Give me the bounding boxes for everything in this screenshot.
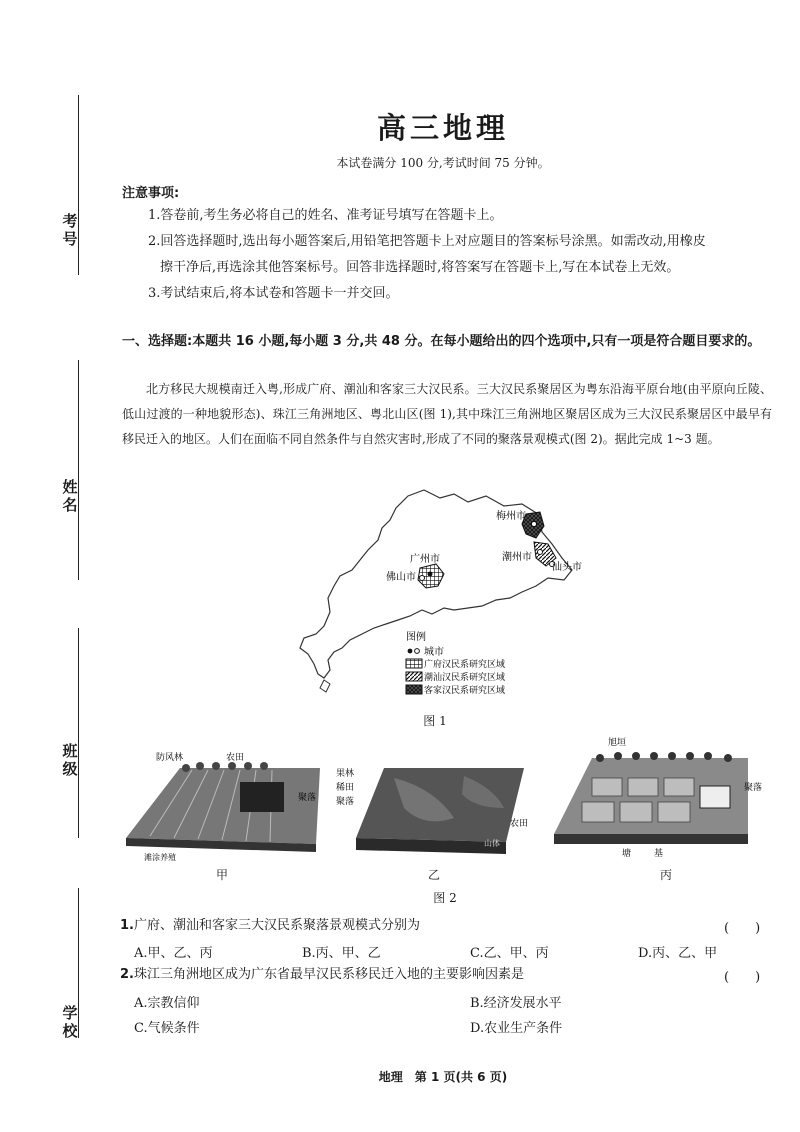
binding-line bbox=[78, 628, 79, 838]
margin-label-exam-number: 考号 bbox=[62, 212, 78, 248]
option-c[interactable]: C.气候条件 bbox=[134, 1021, 200, 1036]
legend-hakka-swatch bbox=[406, 685, 422, 694]
settlement-building bbox=[700, 786, 730, 808]
figure1-caption: 图 1 bbox=[423, 714, 447, 728]
option-b[interactable]: B.丙、甲、乙 bbox=[302, 946, 381, 961]
annotation-farmland: 农田 bbox=[226, 753, 245, 763]
option-d[interactable]: D.丙、乙、甲 bbox=[638, 946, 718, 961]
option-d[interactable]: D.农业生产条件 bbox=[470, 1021, 563, 1036]
annotation-orchard: 果林 bbox=[336, 769, 355, 779]
annotation-windbreak: 防风林 bbox=[156, 753, 184, 763]
page-title: 高三地理 bbox=[376, 111, 509, 145]
option-c[interactable]: C.乙、甲、丙 bbox=[470, 946, 549, 961]
settlement-block bbox=[240, 782, 284, 812]
annotation-terrace: 稀田 bbox=[336, 783, 355, 793]
question-stem: 珠江三角洲地区成为广东省最早汉民系移民迁入地的主要影响因素是 bbox=[133, 967, 524, 982]
island bbox=[320, 680, 330, 692]
legend-guangfu-label: 广府汉民系研究区域 bbox=[424, 660, 506, 670]
figure2-panel-yi bbox=[334, 758, 534, 863]
passage bbox=[122, 377, 772, 452]
legend-hakka-label: 客家汉民系研究区域 bbox=[424, 686, 506, 696]
city-marker bbox=[538, 550, 543, 555]
annotation-farmland: 农田 bbox=[510, 819, 529, 829]
figure2-label-jia: 甲 bbox=[215, 868, 228, 882]
terrain-side bbox=[554, 834, 748, 844]
city-label-guangzhou: 广州市 bbox=[410, 554, 440, 565]
figure2-label-bing: 丙 bbox=[659, 868, 672, 882]
figure2-caption: 图 2 bbox=[433, 891, 457, 905]
annotation-mountain: 山体 bbox=[484, 839, 500, 848]
answer-blank[interactable]: ( ) bbox=[724, 921, 761, 936]
annotation-wall: 旭垣 bbox=[608, 738, 627, 748]
margin-label-class: 班级 bbox=[62, 742, 78, 778]
page-footer: 地理 第 1 页(共 6 页) bbox=[378, 1070, 508, 1084]
city-label-foshan: 佛山市 bbox=[386, 572, 416, 583]
figure1-map bbox=[290, 488, 590, 710]
notice-item-2: 2.回答选择题时,选出每小题答案后,用铅笔把答题卡上对应题目的答案标号涂黑。如需改动,用橡皮 bbox=[148, 234, 706, 249]
figure2-panel-bing bbox=[552, 734, 774, 859]
question-1 bbox=[120, 917, 420, 935]
city-marker bbox=[532, 522, 537, 527]
margin-label-school: 学校 bbox=[62, 1004, 78, 1040]
annotation-pond: 塘 bbox=[622, 849, 632, 859]
figure2-label-yi: 乙 bbox=[427, 868, 440, 882]
terrain-block bbox=[126, 768, 320, 844]
city-marker bbox=[420, 576, 425, 581]
annotation-settlement: 聚落 bbox=[336, 797, 355, 807]
notice-item-2-cont: 擦干净后,再选涂其他答案标号。回答非选择题时,将答案写在答题卡上,写在本试卷上无效。 bbox=[160, 260, 680, 275]
legend-guangfu-swatch bbox=[406, 659, 422, 668]
city-marker bbox=[428, 572, 433, 577]
annotation-dike: 基 bbox=[654, 849, 664, 859]
notice-item-1: 1.答卷前,考生务必将自己的姓名、准考证号填写在答题卡上。 bbox=[148, 208, 503, 223]
section-heading: 一、选择题:本题共 16 小题,每小题 3 分,共 48 分。在每小题给出的四个选项中,只有一项是符合题目要求的。 bbox=[122, 334, 761, 349]
exam-info: 本试卷满分 100 分,考试时间 75 分钟。 bbox=[336, 156, 550, 170]
legend-city-icon bbox=[408, 649, 413, 654]
legend-chaoshan-label: 潮汕汉民系研究区域 bbox=[424, 673, 506, 683]
notice-heading: 注意事项: bbox=[122, 186, 180, 201]
option-a[interactable]: A.甲、乙、丙 bbox=[134, 946, 213, 961]
city-label-shantou: 汕头市 bbox=[552, 562, 582, 573]
annotation-settlement: 聚落 bbox=[744, 783, 763, 793]
question-2 bbox=[120, 966, 524, 984]
question-number: 2. bbox=[120, 967, 134, 982]
question-stem: 广府、潮汕和客家三大汉民系聚落景观模式分别为 bbox=[133, 918, 420, 933]
notice-item-3: 3.考试结束后,将本试卷和答题卡一并交回。 bbox=[148, 286, 399, 301]
binding-line bbox=[78, 360, 79, 580]
legend-city-label: 城市 bbox=[424, 647, 444, 658]
passage-text: 北方移民大规模南迁入粤,形成广府、潮汕和客家三大汉民系。三大汉民系聚居区为粤东沿海平原台地(由平原向丘陵、低山过渡的一种地貌形态)、珠江三角洲地区、粤北山区(图 1),其中珠江三角洲地区聚居区成为三大汉民系聚居区中最早有移民迁入的地区。人们在面临不同自然条件与自然灾害时,形成了不同的聚落景观模式(图 2)。据此完成 1~3 题。 bbox=[122, 382, 772, 446]
annotation-tidal-flat: 滩涂养殖 bbox=[144, 853, 176, 862]
option-a[interactable]: A.宗教信仰 bbox=[134, 996, 200, 1011]
legend-city-icon bbox=[415, 649, 420, 654]
city-label-chaozhou: 潮州市 bbox=[502, 552, 532, 563]
option-b[interactable]: B.经济发展水平 bbox=[470, 996, 562, 1011]
margin-label-name: 姓名 bbox=[62, 478, 78, 514]
question-number: 1. bbox=[120, 918, 134, 933]
legend-chaoshan-swatch bbox=[406, 672, 422, 681]
legend-title: 图例 bbox=[406, 632, 426, 643]
annotation-settlement: 聚落 bbox=[298, 793, 317, 803]
city-label-meizhou: 梅州市 bbox=[496, 511, 526, 522]
answer-blank[interactable]: ( ) bbox=[724, 970, 761, 985]
figure2-panel-jia bbox=[120, 748, 330, 863]
